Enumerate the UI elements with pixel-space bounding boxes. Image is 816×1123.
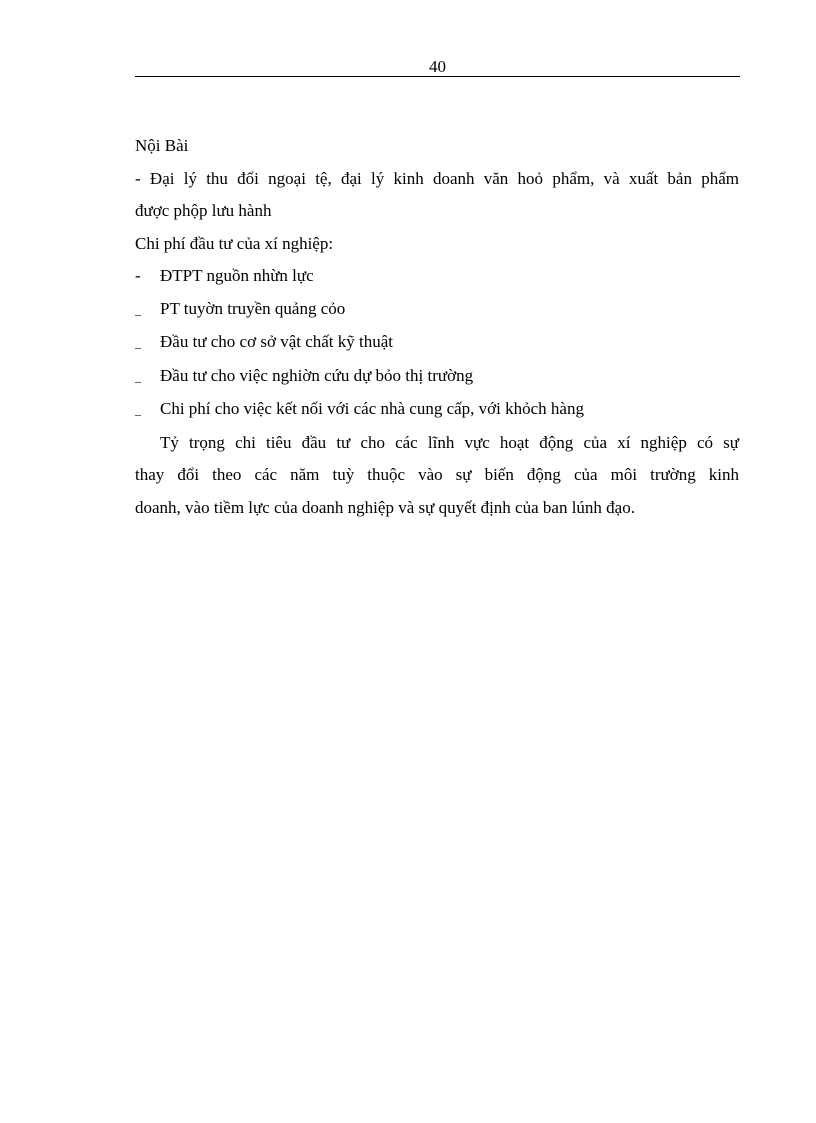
list-item [135,393,739,427]
bullet-marker: _ [135,302,141,317]
list-item-text: ĐTPT nguồn nhừn lực [160,266,314,285]
list-item [135,293,739,327]
list-item [135,326,739,360]
list-item-text: Đầu tư cho cơ sở vật chất kỹ thuật [160,332,394,351]
text-line: được phộp lưu hành [135,201,272,220]
list-item [135,260,739,293]
paragraph-line: thay đổi theo các năm tuỳ thuộc vào sự biến động của môi trường kinh [135,465,739,484]
list-item-text: Chi phí cho việc kết nối với các nhà cung cấp, với khỏch hàng [160,399,584,418]
paragraph-line: Tỷ trọng chi tiêu đầu tư cho các lĩnh vực hoạt động của xí nghiệp có sự [160,432,739,452]
bullet-marker: - [135,266,141,285]
bullet-marker: _ [135,369,141,384]
list-item-text: Đầu tư cho việc nghiờn cứu dự bỏo thị trường [160,365,474,385]
list-item-text: PT tuyờn truyền quảng cỏo [160,298,346,318]
bullet-marker: _ [135,403,141,417]
bullet-marker: _ [135,336,141,350]
page-number: 40 [429,57,446,76]
list-item [135,360,739,394]
text-line: Nội Bài [135,136,189,155]
section-heading: Chi phí đầu tư của xí nghiệp: [135,233,334,253]
paragraph-line: doanh, vào tiềm lực của doanh nghiệp và sự quyết định của ban lúnh đạo. [135,497,635,517]
text-line: - Đại lý thu đổi ngoại tệ, đại lý kinh doanh văn hoỏ phẩm, và xuất bản phẩm [135,168,739,188]
page-header [135,58,740,77]
document-body [135,130,739,524]
